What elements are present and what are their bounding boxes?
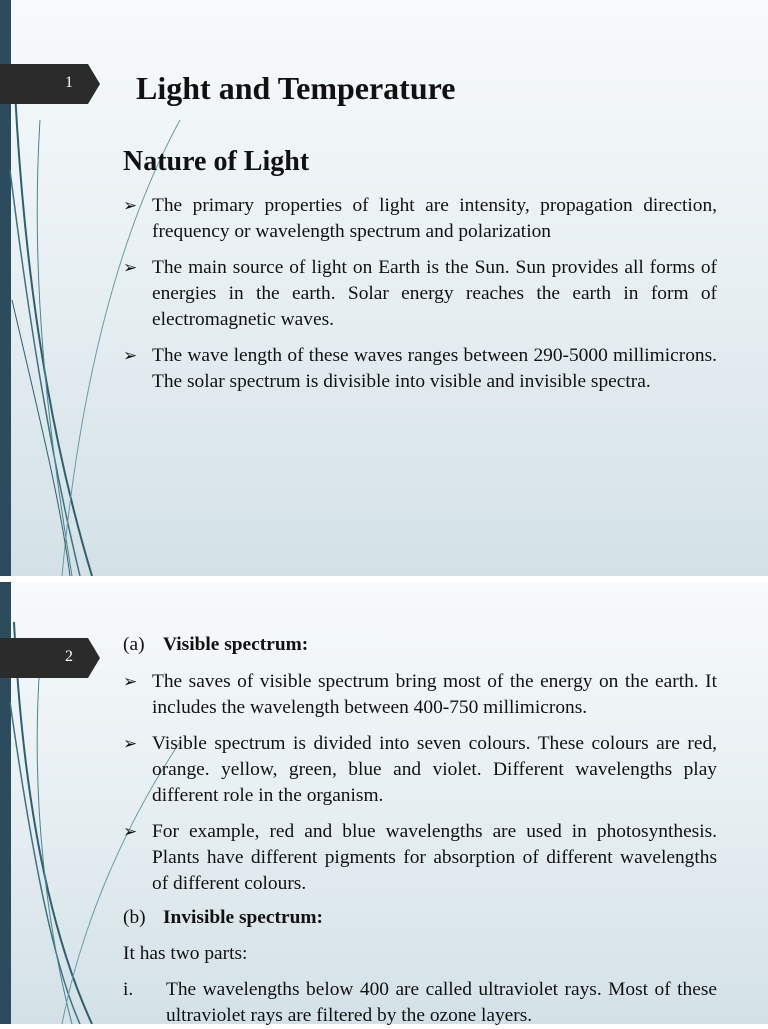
roman-item-text: The wavelengths below 400 are called ultraviolet rays. Most of these ultraviolet rays are filtered by the ozone layers. xyxy=(166,979,717,1026)
slide-number: 1 xyxy=(65,74,73,91)
section-intro-text: It has two parts: xyxy=(123,943,248,964)
list-item: ➢ Visible spectrum is divided into seven colours. These colours are red, orange. yellow, green, blue and violet. Different wavelengths play different role in the organism. xyxy=(123,733,717,806)
section-heading-visible: (a) Visible spectrum: xyxy=(123,634,309,655)
roman-marker: i. xyxy=(123,979,134,1000)
arrow-bullet-icon: ➢ xyxy=(123,822,138,841)
arrow-bullet-icon: ➢ xyxy=(123,734,138,753)
arrow-bullet-icon: ➢ xyxy=(123,346,138,365)
list-item: ➢ For example, red and blue wavelengths are used in photosynthesis. Plants have different pigments for absorption of different wavelengths of different colours. xyxy=(123,821,717,894)
list-item: ➢ The main source of light on Earth is the Sun. Sun provides all forms of energies in the earth. Solar energy reaches the earth in form of electromagnetic waves. xyxy=(123,257,717,330)
list-item: ➢ The saves of visible spectrum bring most of the energy on the earth. It includes the wavelength between 400-750 millimicrons. xyxy=(123,671,717,718)
roman-list-item xyxy=(123,977,717,1029)
slide-number-tab xyxy=(0,638,100,678)
slide-subtitle: Nature of Light xyxy=(123,146,310,177)
slide-number-tab xyxy=(0,64,100,104)
arrow-bullet-icon: ➢ xyxy=(123,258,138,277)
arrow-bullet-icon: ➢ xyxy=(123,672,138,691)
bullet-list xyxy=(123,669,717,907)
slide-number: 2 xyxy=(65,648,73,665)
slide-title: Light and Temperature xyxy=(136,70,456,106)
arrow-bullet-icon: ➢ xyxy=(123,196,138,215)
section-heading-invisible: (b) Invisible spectrum: xyxy=(123,907,323,928)
list-item: ➢ The wave length of these waves ranges between 290-5000 millimicrons. The solar spectrum is divisible into visible and invisible spectra. xyxy=(123,345,717,392)
list-item: ➢ The primary properties of light are intensity, propagation direction, frequency or wavelength spectrum and polarization xyxy=(123,195,717,242)
bullet-list xyxy=(123,193,717,405)
